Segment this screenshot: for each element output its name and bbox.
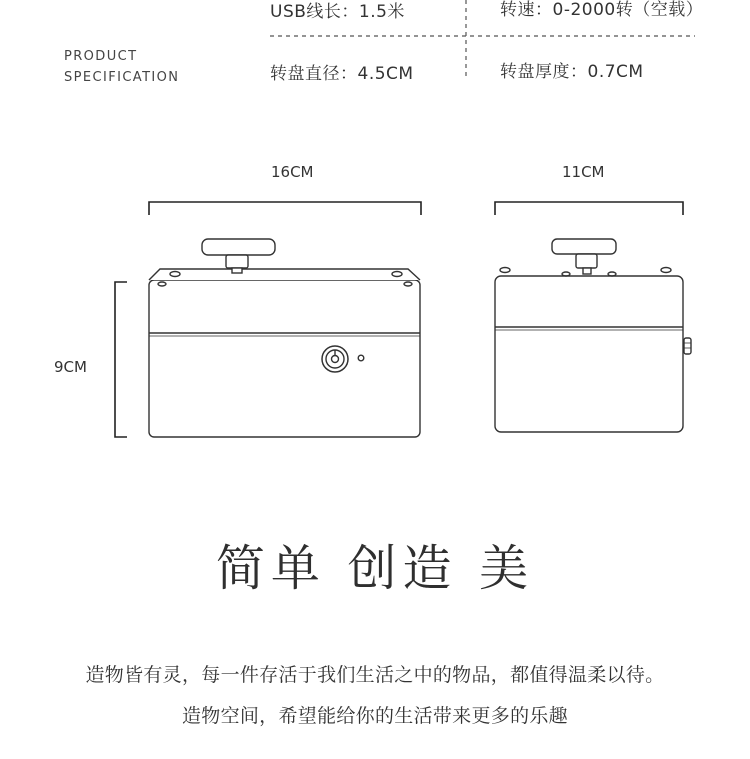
spec-dividers (0, 0, 750, 110)
spec-disc-diameter: 转盘直径：4.5CM (270, 64, 414, 84)
tagline-line2: 造物空间，希望能给你的生活带来更多的乐趣 (181, 705, 568, 727)
side-width-label: 11CM (562, 163, 605, 181)
spec-disc-thickness: 转盘厚度：0.7CM (500, 62, 644, 82)
headline: 简单 创造 美 (215, 540, 535, 597)
side-view-device (495, 239, 691, 432)
height-bracket (115, 282, 127, 437)
spec-speed: 转速：0-2000转（空载） (500, 0, 704, 20)
spec-label-line1: PRODUCT (64, 49, 138, 64)
front-view-device (149, 239, 420, 437)
tagline-line1: 造物皆有灵，每一件存活于我们生活之中的物品，都值得温柔以待。 (85, 664, 665, 686)
spec-label-line2: SPECIFICATION (64, 70, 180, 85)
front-width-label: 16CM (271, 163, 314, 181)
height-label: 9CM (54, 358, 87, 376)
product-dimension-drawing (0, 190, 750, 450)
front-width-bracket (149, 202, 421, 215)
side-width-bracket (495, 202, 683, 215)
spec-usb-length: USB线长：1.5米 (270, 2, 405, 22)
